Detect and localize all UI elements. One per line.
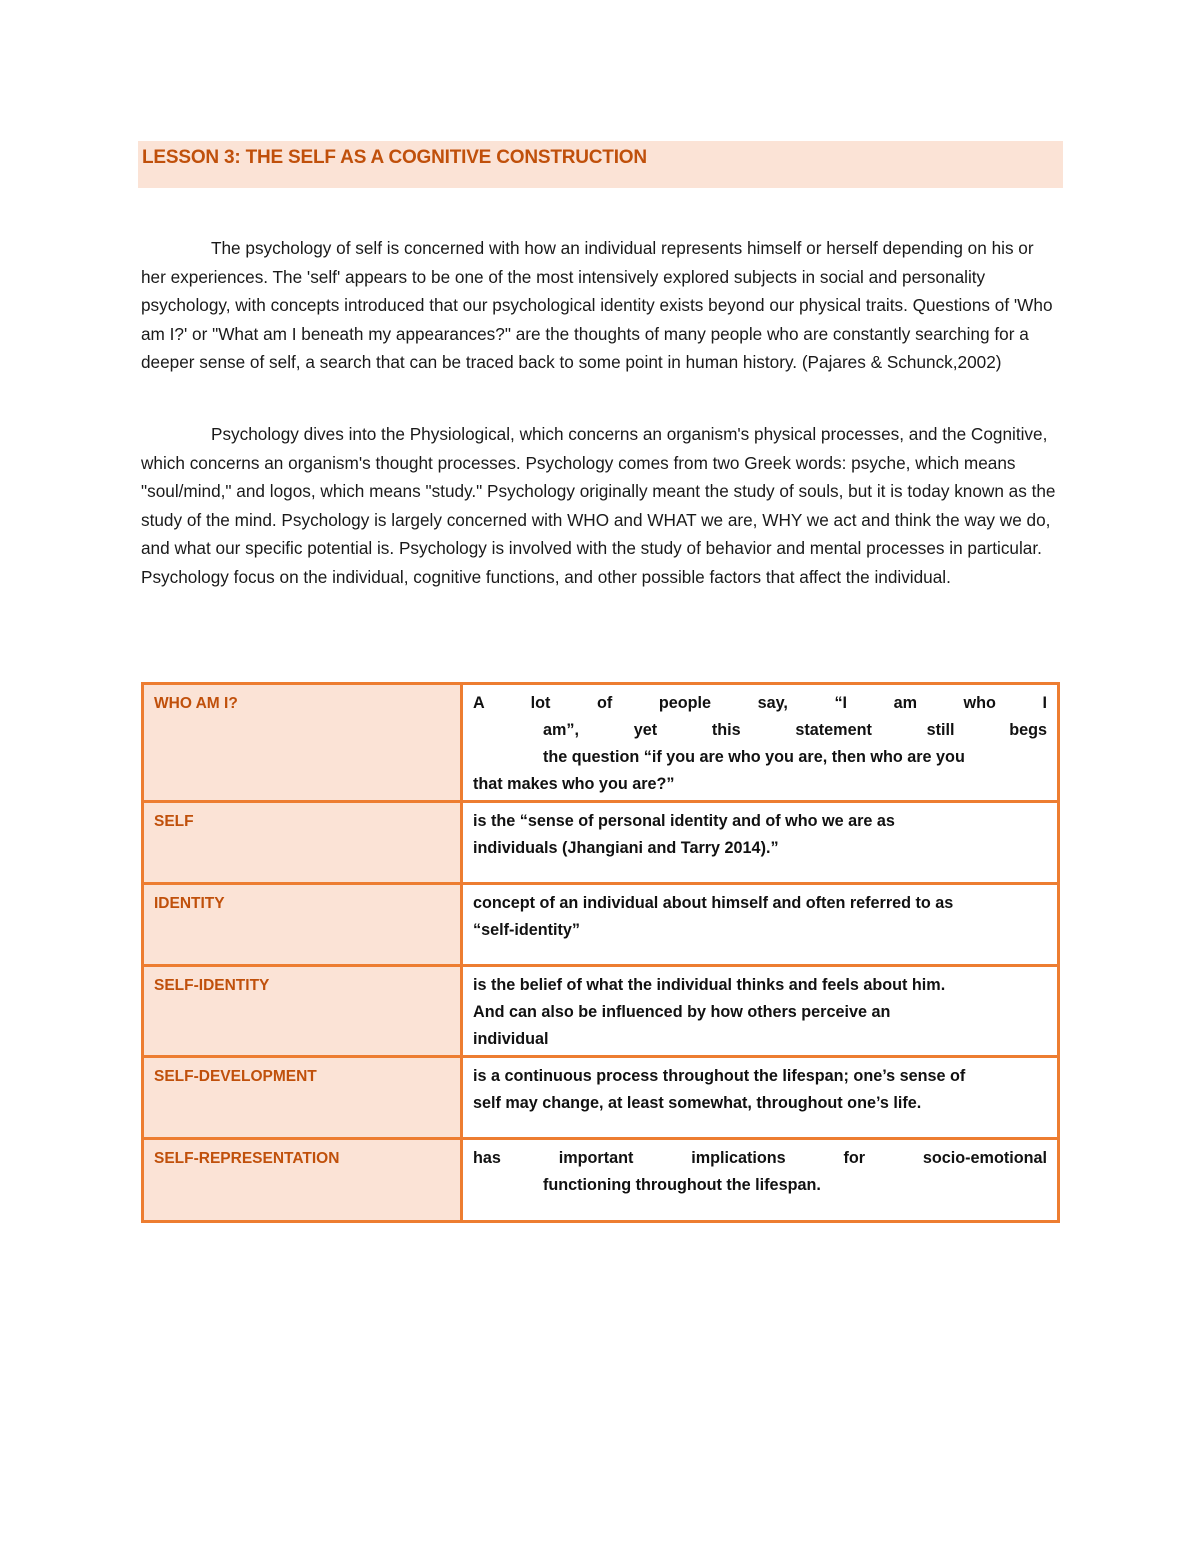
definition-line: individuals (Jhangiani and Tarry 2014).”	[473, 839, 779, 857]
definition-line: self may change, at least somewhat, throughout one’s life.	[473, 1094, 922, 1112]
definitions-table	[141, 682, 1060, 1223]
term-cell: SELF-DEVELOPMENT	[143, 1057, 462, 1139]
definition-line: concept of an individual about himself and often referred to as	[473, 894, 954, 912]
definition-line: that makes who you are?”	[473, 775, 675, 793]
definition-cell	[462, 684, 1059, 802]
definition-cell	[462, 802, 1059, 884]
definition-line: And can also be influenced by how others perceive an	[473, 1003, 891, 1021]
psychology-paragraph-text: Psychology dives into the Physiological, which concerns an organism's physical processes, and the Cognitive, which concerns an organism's thought processes. Psychology comes from two Greek words: psyche, which means "soul/mind," and logos, which means "study." Psychology originally meant the study of souls, but it is today known as the study of the mind. Psychology is largely concerned with WHO and WHAT we are, WHY we act and think the way we do, and what our specific potential is. Psychology is involved with the study of behavior and mental processes in particular. Psychology focus on the individual, cognitive functions, and other possible factors that affect the individual.	[141, 424, 1056, 587]
table-row	[143, 1057, 1059, 1139]
term-cell: WHO AM I?	[143, 684, 462, 802]
definition-line: functioning throughout the lifespan.	[543, 1176, 821, 1194]
table-row	[143, 884, 1059, 966]
table-row	[143, 1139, 1059, 1222]
definition-line: am”, yet this statement still begs	[543, 721, 1047, 739]
lesson-heading-bar	[138, 141, 1063, 188]
lesson-title: LESSON 3: THE SELF AS A COGNITIVE CONSTRUCTION	[142, 147, 647, 168]
definition-cell	[462, 884, 1059, 966]
definition-line: is the “sense of personal identity and of who we are as	[473, 812, 895, 830]
definition-line: A lot of people say, “I am who I	[473, 694, 1047, 712]
table-row	[143, 684, 1059, 802]
definition-line: is a continuous process throughout the lifespan; one’s sense of	[473, 1067, 966, 1085]
definition-line: is the belief of what the individual thinks and feels about him.	[473, 976, 946, 994]
definition-line: individual	[473, 1030, 549, 1048]
intro-paragraph-text: The psychology of self is concerned with how an individual represents himself or herself depending on his or her experiences. The 'self' appears to be one of the most intensively explored subjects in social and personality psychology, with concepts introduced that our psychological identity exists beyond our physical traits. Questions of 'Who am I?' or "What am I beneath my appearances?" are the thoughts of many people who are constantly searching for a deeper sense of self, a search that can be traced back to some point in human history. (Pajares & Schunck,2002)	[141, 238, 1053, 372]
intro-paragraph	[141, 234, 1061, 377]
definition-cell	[462, 1139, 1059, 1222]
definition-line: the question “if you are who you are, then who are you	[543, 748, 965, 766]
definition-line: “self-identity”	[473, 921, 581, 939]
term-cell: SELF	[143, 802, 462, 884]
term-cell: SELF-REPRESENTATION	[143, 1139, 462, 1222]
term-cell: IDENTITY	[143, 884, 462, 966]
definition-cell	[462, 966, 1059, 1057]
table-row	[143, 802, 1059, 884]
definition-line: has important implications for socio-emotional	[473, 1149, 1047, 1167]
psychology-paragraph	[141, 420, 1061, 591]
table-row	[143, 966, 1059, 1057]
definition-cell	[462, 1057, 1059, 1139]
term-cell: SELF-IDENTITY	[143, 966, 462, 1057]
